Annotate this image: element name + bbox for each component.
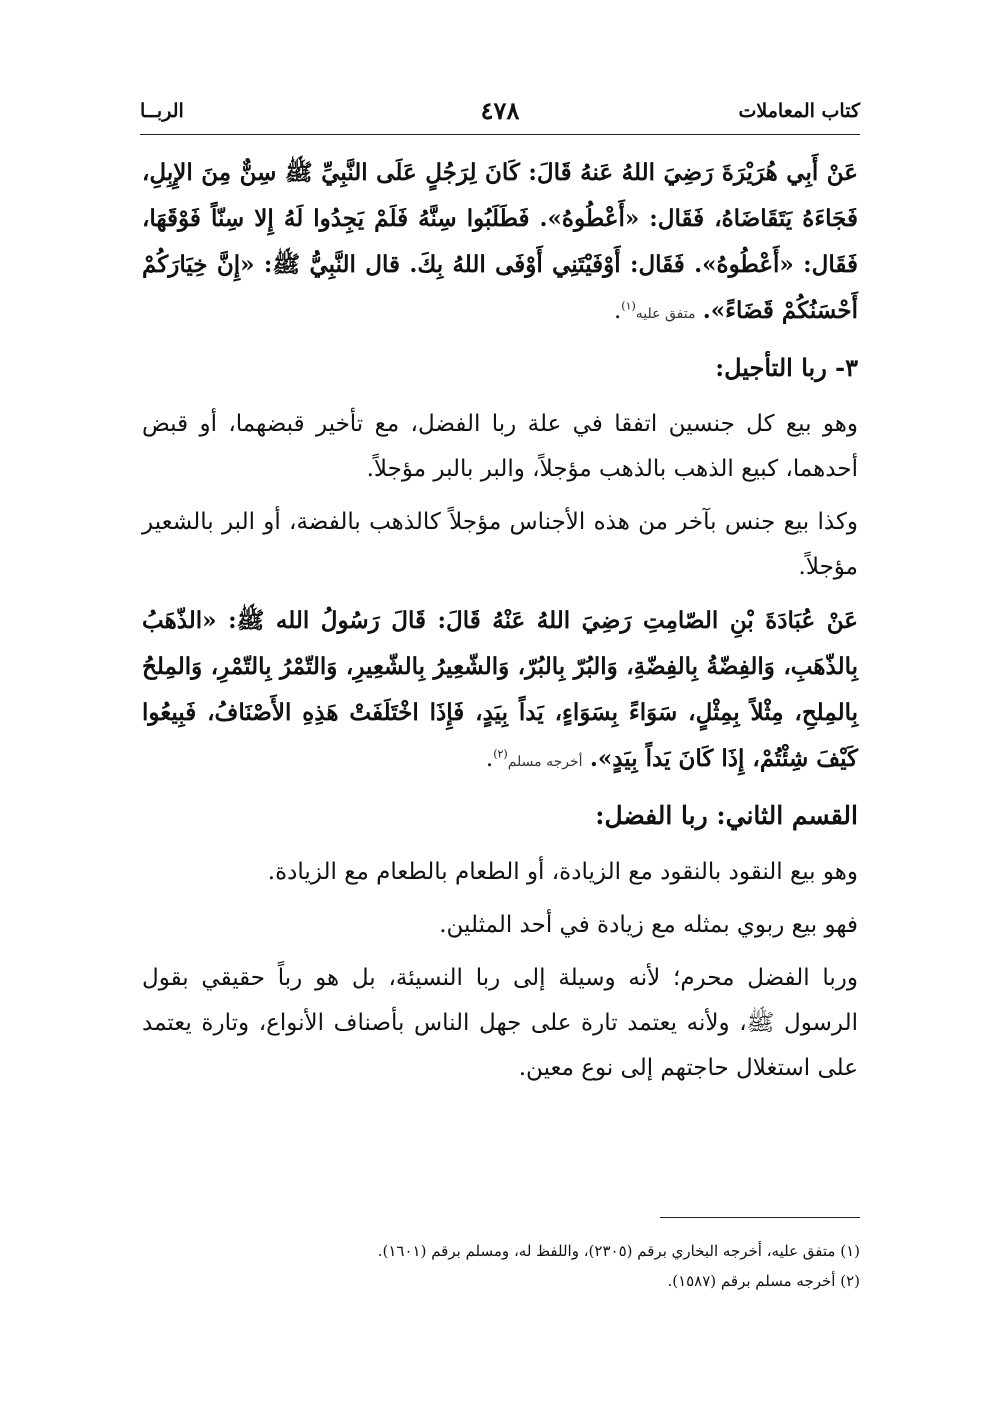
footnote-1: (١) متفق عليه، أخرجه البخاري برقم (٢٣٠٥)، واللفظ له، ومسلم برقم (١٦٠١). — [377, 1242, 860, 1260]
definition-paragraph: وهو بيع كل جنسين اتفقا في علة ربا الفضل، مع تأخير قبضهما، أو قبض أحدهما، كبيع الذهب بالذهب مؤجلاً، والبر بالبر مؤجلاً. — [142, 411, 858, 482]
hadith-abu-hurayra: عَنْ أَبِي هُرَيْرَةَ رَضِيَ اللهُ عَنهُ قَالَ: كَانَ لِرَجُلٍ عَلَى النَّبِيِّ ﷺ سِنٌّ مِنَ الإِبِلِ، فَجَاءَهُ يَتَقَاضَاهُ، فَقَال: «أَعْطُوهُ». فَطَلَبُوا سِنَّهُ فَلَمْ يَجِدُوا لَهُ إِلا سِنّاً فَوْقَهَا، فَقَال: «أَعْطُوهُ». فَقَال: أَوْفَيْتَنِي أَوْفَى اللهُ بِكَ. قال النَّبِيُّ ﷺ: «إِنَّ خِيَارَكُمْ أَحْسَنُكُمْ قَضَاءً». متفق عليه$^{(١)}$. — [142, 159, 858, 324]
main-text — [142, 150, 858, 1099]
page-number: ٤٧٨ — [480, 96, 520, 125]
book-title: كتاب المعاملات — [738, 100, 860, 122]
definition-paragraph: فهو بيع ربوي بمثله مع زيادة في أحد المثلين. — [439, 912, 858, 938]
footnote-ref-1: (١) — [621, 299, 636, 313]
chapter-title: الربــا — [140, 100, 184, 122]
hadith-text: عَنْ أَبِي هُرَيْرَةَ رَضِيَ اللهُ عَنهُ قَالَ: كَانَ لِرَجُلٍ عَلَى النَّبِيِّ ﷺ سِنٌّ مِنَ الإِبِلِ، فَجَاءَهُ يَتَقَاضَاهُ، فَقَال: «أَعْطُوهُ». فَطَلَبُوا سِنَّهُ فَلَمْ يَجِدُوا لَهُ إِلا سِنّاً فَوْقَهَا، فَقَال: «أَعْطُوهُ». فَقَال: أَوْفَيْتَنِي أَوْفَى اللهُ بِكَ. قال النَّبِيُّ ﷺ: «إِنَّ خِيَارَكُمْ أَحْسَنُكُمْ قَضَاءً». — [142, 159, 858, 324]
hadith-source: أخرجه مسلم — [507, 754, 583, 770]
definition-paragraph: وربا الفضل محرم؛ لأنه وسيلة إلى ربا النسيئة، بل هو رباً حقيقي بقول الرسول ﷺ، ولأنه يعتمد تارة على جهل الناس بأصناف الأنواع، وتارة يعتمد على استغلال حاجتهم إلى نوع معين. — [142, 965, 858, 1081]
section-heading-riba-fadl: القسم الثاني: ربا الفضل: — [595, 801, 858, 830]
definition-paragraph: وكذا بيع جنس بآخر من هذه الأجناس مؤجلاً كالذهب بالفضة، أو البر بالشعير مؤجلاً. — [142, 509, 858, 580]
hadith-source: متفق عليه — [635, 306, 696, 322]
definition-paragraph: وهو بيع النقود بالنقود مع الزيادة، أو الطعام بالطعام مع الزيادة. — [267, 859, 858, 885]
footnotes — [144, 1236, 860, 1296]
header-divider — [140, 134, 860, 135]
footnote-2: (٢) أخرجه مسلم برقم (١٥٨٧). — [667, 1272, 860, 1290]
footnote-divider — [660, 1217, 860, 1218]
footnote-ref-2: (٢) — [493, 747, 508, 761]
hadith-text: عَنْ عُبَادَةَ بْنِ الصّامِتِ رَضِيَ اللهُ عَنْهُ قَالَ: قَالَ رَسُولُ الله ﷺ: «الذّهَبُ بِالذّهَبِ، وَالفِضّةُ بِالفِضّةِ، وَالبُرّ بِالبُرّ، وَالشّعِيرُ بِالشّعِيرِ، وَالتّمْرُ بِالتّمْرِ، وَالمِلحُ بِالمِلحِ، مِثْلاً بِمِثْلٍ، سَوَاءً بِسَوَاءٍ، يَداً بِيَدٍ، فَإِذَا اخْتَلَفَتْ هَذِهِ الأَصْنَافُ، فَبِيعُوا كَيْفَ شِئْتُمْ، إِذَا كَانَ يَداً بِيَدٍ». — [142, 607, 858, 772]
hadith-ubada: عَنْ عُبَادَةَ بْنِ الصّامِتِ رَضِيَ اللهُ عَنْهُ قَالَ: قَالَ رَسُولُ الله ﷺ: «الذّهَبُ بِالذّهَبِ، وَالفِضّةُ بِالفِضّةِ، وَالبُرّ بِالبُرّ، وَالشّعِيرُ بِالشّعِيرِ، وَالتّمْرُ بِالتّمْرِ، وَالمِلحُ بِالمِلحِ، مِثْلاً بِمِثْلٍ، سَوَاءً بِسَوَاءٍ، يَداً بِيَدٍ، فَإِذَا اخْتَلَفَتْ هَذِهِ الأَصْنَافُ، فَبِيعُوا كَيْفَ شِئْتُمْ، إِذَا كَانَ يَداً بِيَدٍ». أخرجه مسلم$^{(٢)}$. — [142, 607, 858, 772]
running-header — [140, 96, 860, 130]
section-heading-riba-tajil: ٣- ربا التأجيل: — [715, 353, 858, 382]
